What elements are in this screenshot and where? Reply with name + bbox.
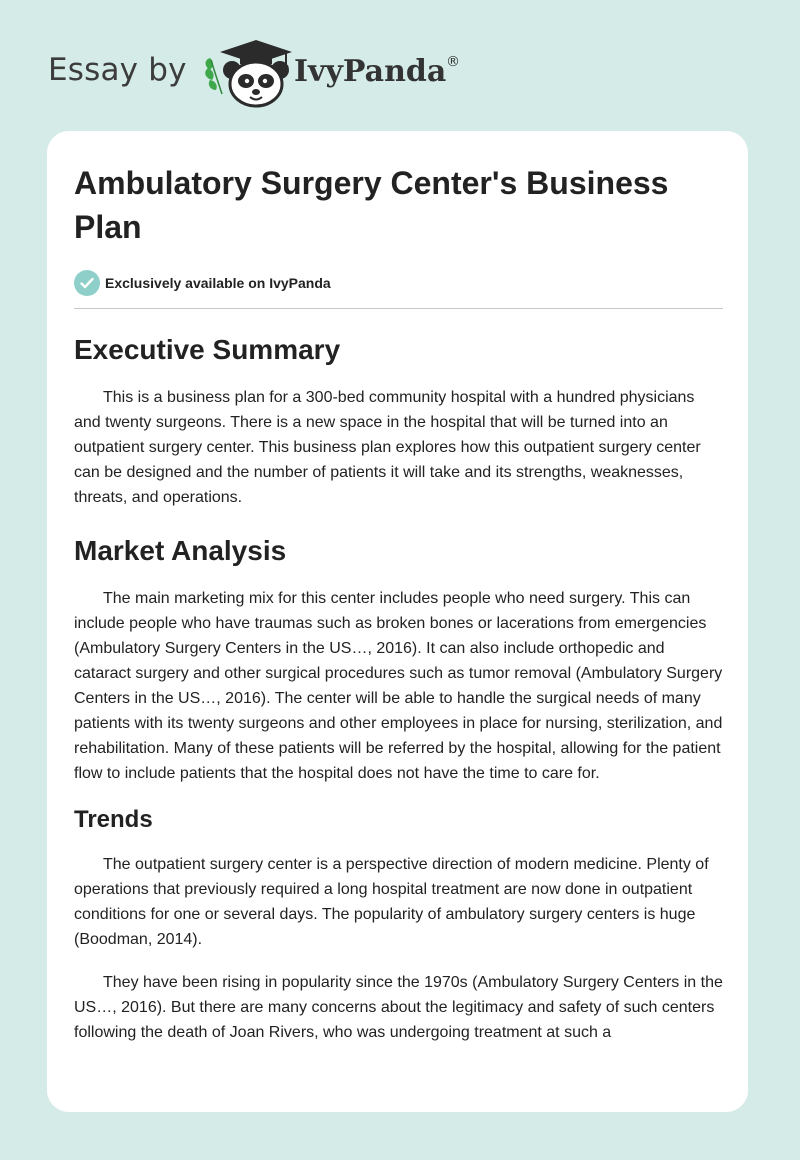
- paragraph: They have been rising in popularity since the 1970s (Ambulatory Surgery Centers in the US…, 2016). But there are many concerns about the legitimacy and safety of such centers following the death of Joan Rivers, who was undergoing treatment at such a: [74, 974, 723, 1041]
- essay-content: [74, 161, 723, 1045]
- section-heading-executive-summary: Executive Summary: [74, 334, 341, 365]
- exclusive-label: Exclusively available on IvyPanda: [105, 275, 331, 291]
- paragraph: The main marketing mix for this center includes people who need surgery. This can include people who have traumas such as broken bones or lacerations from emergencies (Ambulatory Surgery Centers in the US…, 2016). It can also include orthopedic and cataract surgery and other surgical procedures such as tumor removal (Ambulatory Surgery Centers in the US…, 2016). The center will be able to handle the surgical needs of many patients with its twenty surgeons and other employees in place for nursing, sterilization, and rehabilitation. Many of these patients will be referred by the hospital, allowing for the patient flow to include patients that the hospital does not have the time to care for.: [74, 590, 723, 782]
- paragraph: This is a business plan for a 300-bed community hospital with a hundred physicians and twenty surgeons. There is a new space in the hospital that will be turned into an outpatient surgery center. This business plan explores how this outpatient surgery center can be designed and the number of patients it will take and its strengths, weaknesses, threats, and operations.: [74, 389, 701, 506]
- section-heading-trends: Trends: [74, 806, 153, 833]
- exclusive-badge: [74, 269, 723, 297]
- divider: [74, 308, 723, 309]
- page-title: Ambulatory Surgery Center's Business Plan: [74, 165, 669, 245]
- check-circle-icon: [74, 270, 100, 296]
- brand-name: IvyPanda: [294, 54, 447, 89]
- brand-prefix: Essay by: [48, 52, 187, 88]
- essay-card: [47, 131, 748, 1112]
- panda-graduate-logo: [202, 36, 292, 108]
- registered-mark: ®: [446, 54, 460, 70]
- section-heading-market-analysis: Market Analysis: [74, 535, 287, 566]
- ivy-leaf-icon: [205, 58, 222, 94]
- card-bottom-padding: [47, 1066, 748, 1112]
- site-header-brand[interactable]: [48, 36, 468, 108]
- paragraph: The outpatient surgery center is a perspective direction of modern medicine. Plenty of operations that previously required a long hospital treatment are now done in outpatient conditions for one or several days. The popularity of ambulatory surgery centers is huge (Boodman, 2014).: [74, 856, 709, 948]
